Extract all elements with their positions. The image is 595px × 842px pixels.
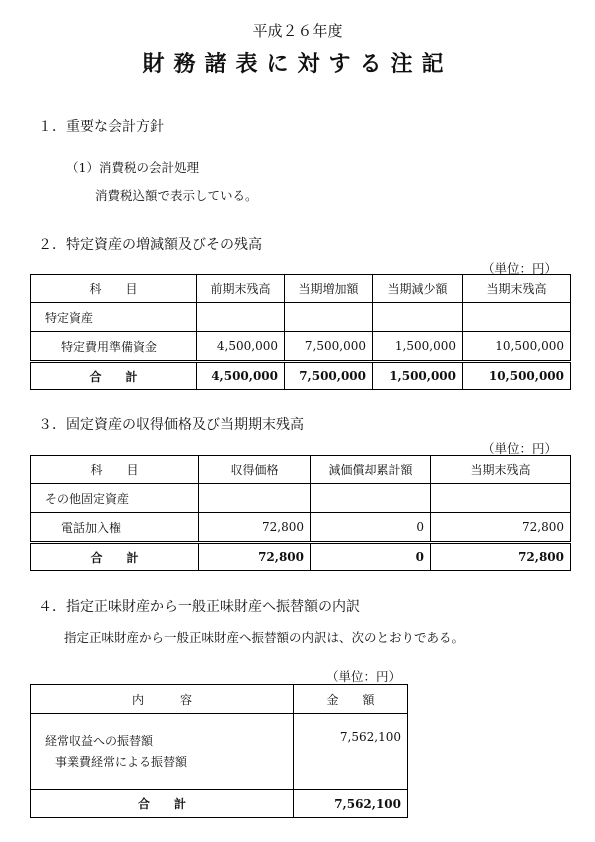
column-header: 減価償却累計額 [311,456,431,484]
table-header-row [31,456,571,484]
fixed-assets-table [30,455,571,571]
table-header-row [31,685,408,714]
total-cell: 72,800 [431,543,571,571]
column-header: 金 額 [294,685,408,714]
cell: 1,500,000 [373,332,463,362]
table-header-row [31,275,571,303]
column-header: 当期末残高 [463,275,571,303]
column-header: 当期増加額 [285,275,373,303]
column-header: 科 目 [31,275,197,303]
era-title: 平成２６年度 [252,22,343,40]
column-header: 前期末残高 [197,275,285,303]
section3-unit: （単位：円） [482,441,558,456]
cell [197,303,285,332]
cell [463,303,571,332]
total-label: 合 計 [31,790,294,818]
section4-heading: ４．指定正味財産から一般正味財産へ振替額の内訳 [38,599,360,615]
cell: 4,500,000 [197,332,285,362]
table-row [31,303,571,332]
total-row [31,362,571,390]
total-cell: 10,500,000 [463,362,571,390]
cell: 72,800 [431,513,571,543]
section3-heading: ３．固定資産の収得価格及び当期期末残高 [38,417,304,433]
total-cell: 7,562,100 [294,790,408,818]
cell: 7,562,100 [294,714,408,790]
row-label: 特定資産 [31,303,197,332]
cell: 10,500,000 [463,332,571,362]
cell [285,303,373,332]
section1-subheading: （1）消費税の会計処理 [66,160,199,175]
document-title: 財務諸表に対する注記 [142,51,453,77]
table-row [31,484,571,513]
section4-unit: （単位：円） [326,669,402,684]
total-label: 合 計 [31,543,199,571]
cell [199,484,311,513]
section2-unit: （単位：円） [482,261,558,276]
cell: 7,500,000 [285,332,373,362]
section1-body: 消費税込額で表示している。 [95,188,258,203]
row-label: 電話加入権 [31,513,199,543]
total-cell: 4,500,000 [197,362,285,390]
cell: 0 [311,513,431,543]
transfer-breakdown-table [30,684,408,818]
total-label: 合 計 [31,362,197,390]
total-cell: 1,500,000 [373,362,463,390]
cell: 72,800 [199,513,311,543]
column-header: 科 目 [31,456,199,484]
row-label: 特定費用準備資金 [31,332,197,362]
total-cell: 0 [311,543,431,571]
cell [431,484,571,513]
transfer-item-label: 経常収益への振替額 [45,733,154,748]
cell [373,303,463,332]
column-header: 収得価格 [199,456,311,484]
total-cell: 7,500,000 [285,362,373,390]
row-label [31,714,294,790]
total-row [31,543,571,571]
column-header: 内 容 [31,685,294,714]
specific-assets-table [30,274,571,390]
table-row [31,332,571,362]
section4-body: 指定正味財産から一般正味財産へ振替額の内訳は、次のとおりである。 [64,630,465,645]
section2-heading: ２．特定資産の増減額及びその残高 [38,237,262,253]
total-row [31,790,408,818]
row-label: その他固定資産 [31,484,199,513]
transfer-subitem-label: 事業費経常による振替額 [55,754,188,769]
total-cell: 72,800 [199,543,311,571]
table-row [31,714,408,790]
table-row [31,513,571,543]
column-header: 当期減少額 [373,275,463,303]
cell [311,484,431,513]
column-header: 当期末残高 [431,456,571,484]
section1-heading: １．重要な会計方針 [38,119,164,135]
